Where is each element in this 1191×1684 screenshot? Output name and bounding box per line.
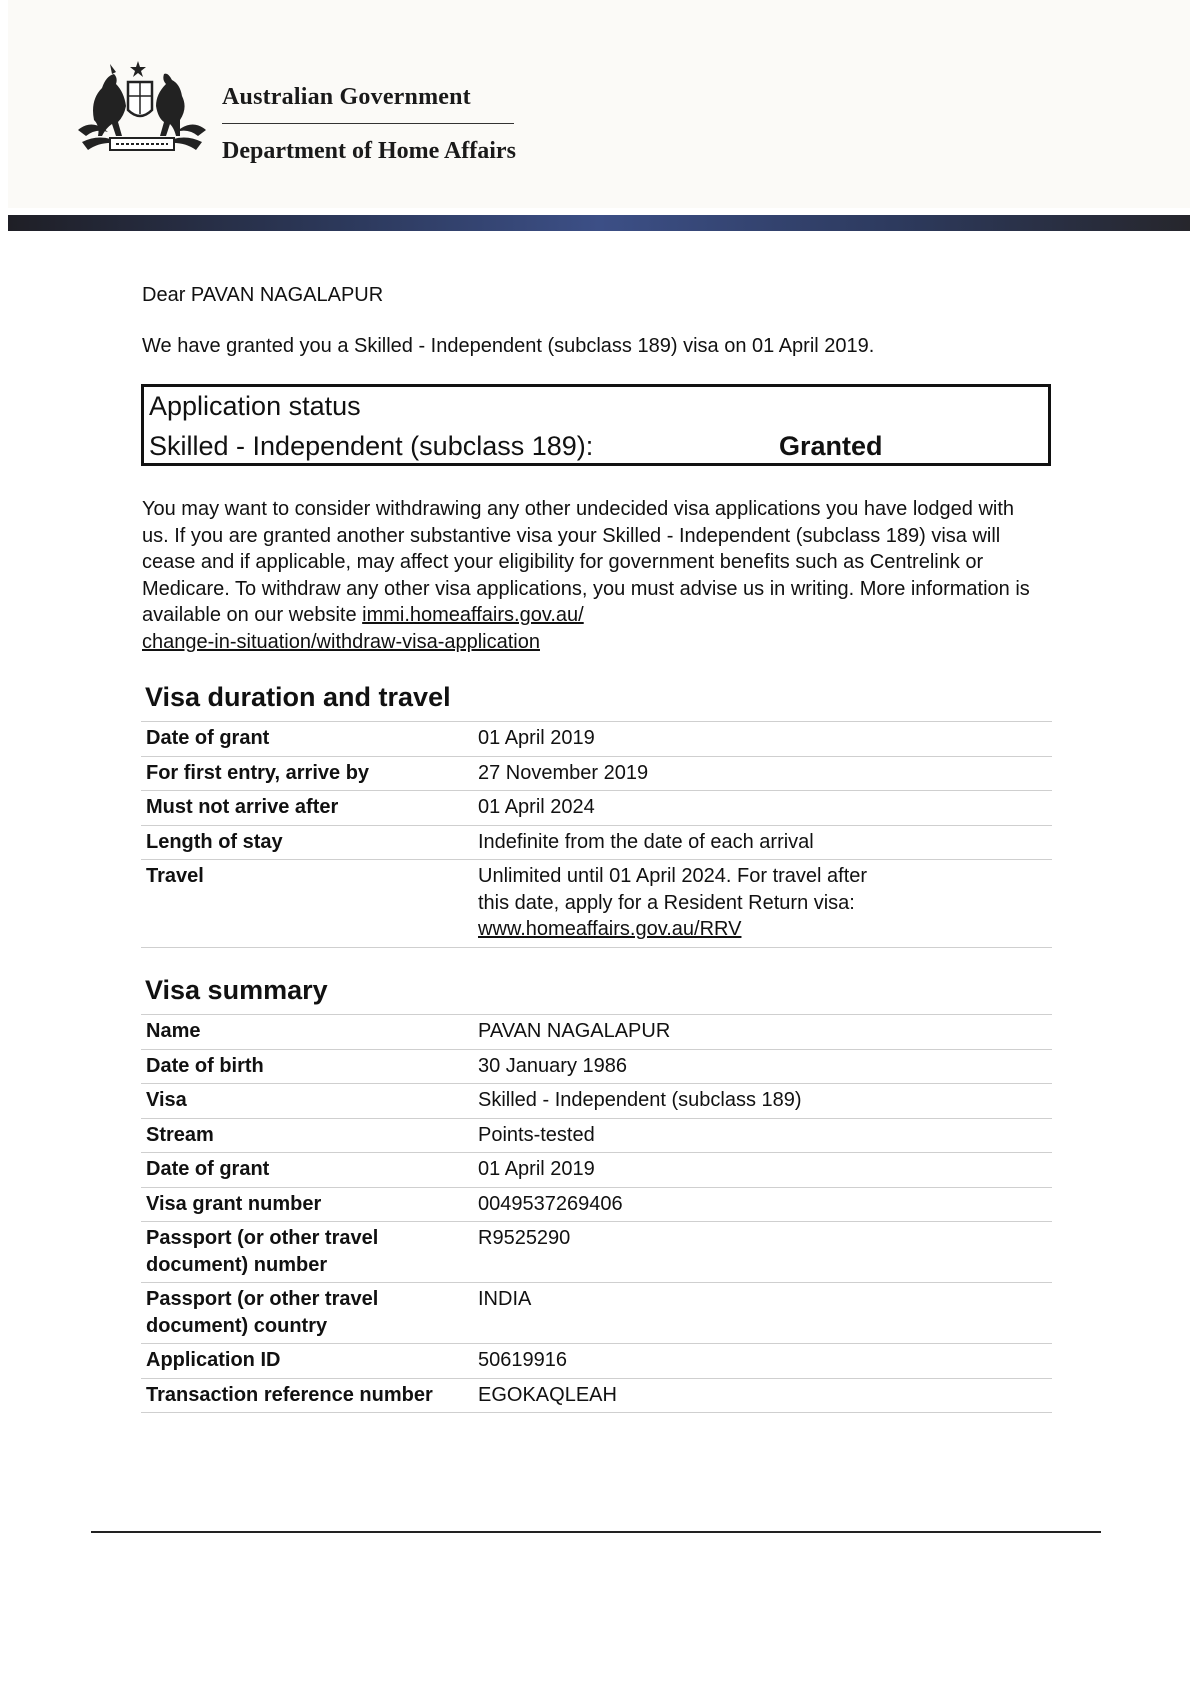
status-badge: Granted — [779, 431, 883, 461]
row-label: Passport (or other travel document) number — [146, 1227, 379, 1276]
row-label: Must not arrive after — [146, 796, 339, 818]
row-value — [478, 863, 1052, 943]
advice-text: You may want to consider withdrawing any other undecided visa applications you have lodged with us. If you are granted another substantive visa your Skilled - Independent (subclass 189) visa will cease and if applicable, may affect your eligibility for government benefits such as Centrelink or Medicare. To withdraw any other visa applications, you must advise us in writing. More information is available on our website — [142, 498, 1030, 626]
table-row — [141, 1050, 1052, 1085]
link-part-1: immi.homeaffairs.gov.au/ — [362, 604, 584, 626]
row-label: Date of grant — [146, 727, 270, 749]
footer-divider — [91, 1531, 1101, 1533]
table-row — [141, 1283, 1052, 1344]
status-visa: Skilled - Independent (subclass 189): — [149, 431, 594, 461]
row-value: PAVAN NAGALAPUR — [478, 1020, 671, 1042]
row-value: EGOKAQLEAH — [478, 1383, 617, 1406]
table-row — [141, 1344, 1052, 1379]
row-label: Application ID — [146, 1349, 281, 1371]
row-value: INDIA — [478, 1288, 532, 1310]
table-row — [141, 1379, 1052, 1414]
row-label: Visa — [146, 1089, 187, 1111]
table-row — [141, 1119, 1052, 1154]
duration-table — [141, 721, 1052, 948]
link-part-2: change-in-situation/withdraw-visa-application — [142, 630, 540, 653]
row-value: 0049537269406 — [478, 1192, 623, 1215]
row-value: Points-tested — [478, 1123, 595, 1146]
row-value: 30 January 1986 — [478, 1054, 628, 1077]
row-label: Visa grant number — [146, 1192, 322, 1215]
row-label: Date of grant — [146, 1158, 270, 1180]
travel-line-1: Unlimited until 01 April 2024. For travel after — [478, 865, 868, 887]
duration-section-title: Visa duration and travel — [145, 682, 451, 712]
grant-sentence: We have granted you a Skilled - Independent (subclass 189) visa on 01 April 2019. — [142, 335, 875, 357]
row-label: Passport (or other travel document) country — [146, 1288, 379, 1337]
table-row — [141, 1222, 1052, 1283]
table-row — [141, 1153, 1052, 1188]
withdrawal-advice — [142, 496, 1042, 655]
application-status-box — [141, 384, 1051, 466]
coat-of-arms-icon — [72, 58, 212, 160]
agency-name — [222, 84, 516, 165]
rrv-link[interactable]: www.homeaffairs.gov.au/RRV — [478, 918, 742, 940]
row-value: 01 April 2024 — [478, 796, 595, 818]
table-row — [141, 791, 1052, 826]
row-value: 27 November 2019 — [478, 761, 649, 784]
table-row — [141, 1188, 1052, 1223]
table-row — [141, 722, 1052, 757]
row-label: Transaction reference number — [146, 1383, 433, 1406]
header-divider — [8, 215, 1190, 231]
row-label: Length of stay — [146, 830, 283, 853]
row-label: Travel — [146, 865, 204, 887]
row-label: Stream — [146, 1123, 214, 1146]
table-row — [141, 1015, 1052, 1050]
government-name: Australian Government — [222, 84, 514, 124]
table-row — [141, 757, 1052, 792]
table-row — [141, 1084, 1052, 1119]
table-row-travel — [141, 860, 1052, 948]
travel-line-2: this date, apply for a Resident Return visa: — [478, 891, 855, 914]
row-value: Skilled - Independent (subclass 189) — [478, 1089, 802, 1111]
row-label: For first entry, arrive by — [146, 761, 370, 784]
row-label: Name — [146, 1020, 201, 1042]
row-value: 01 April 2019 — [478, 727, 595, 749]
table-row — [141, 826, 1052, 861]
row-value: Indefinite from the date of each arrival — [478, 830, 814, 853]
summary-section-title: Visa summary — [145, 975, 328, 1005]
row-value: 01 April 2019 — [478, 1158, 595, 1180]
summary-table — [141, 1014, 1052, 1413]
department-name: Department of Home Affairs — [222, 138, 516, 164]
status-title: Application status — [149, 391, 361, 421]
salutation: Dear PAVAN NAGALAPUR — [142, 284, 384, 306]
row-value: R9525290 — [478, 1227, 571, 1249]
row-label: Date of birth — [146, 1054, 264, 1077]
row-value: 50619916 — [478, 1349, 567, 1371]
